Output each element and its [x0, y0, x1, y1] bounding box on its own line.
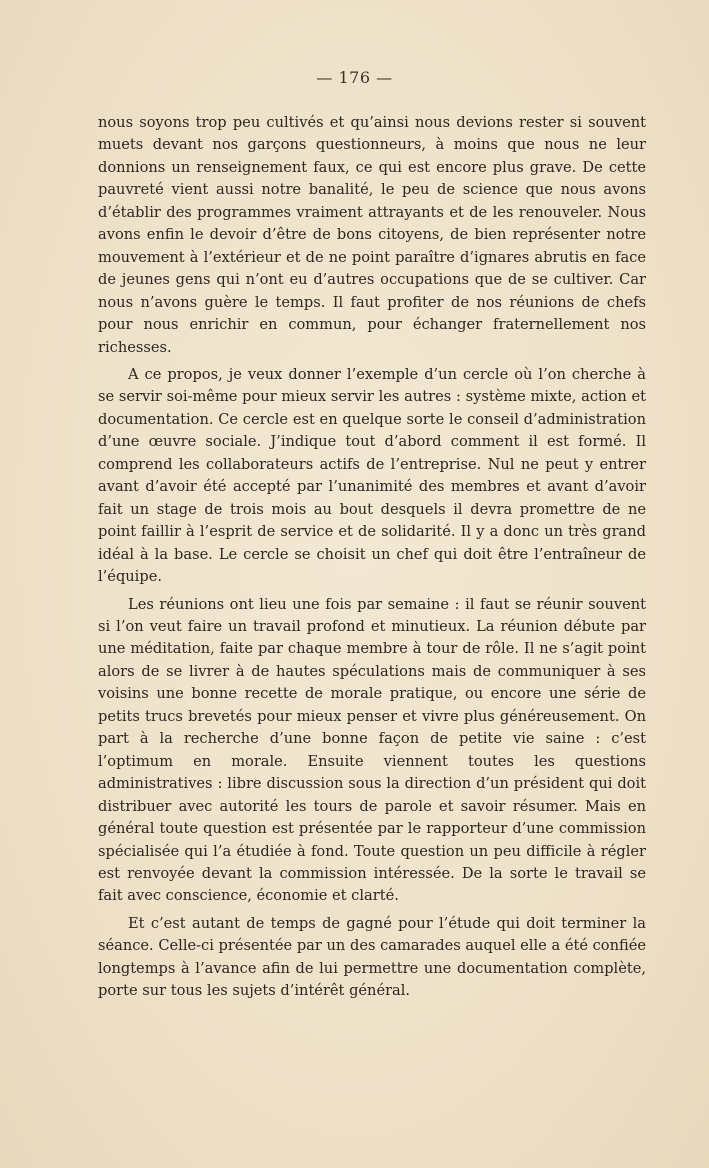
page-number: — 176 —: [316, 68, 393, 87]
paragraph-4: Et c’est autant de temps de gagné pour l’étude qui doit terminer la séance. Celle-ci présentée par un des camarades auquel elle a été confiée longtemps à l’avance afin de lui permettre une documentation complète, porte sur tous les sujets d’intérêt général.: [98, 914, 646, 1000]
paragraph-2: A ce propos, je veux donner l’exemple d’un cercle où l’on cherche à se servir soi-même pour mieux servir les autres : système mixte, action et documentation. Ce cercle est en quelque sorte le conseil d’administration d’une œuvre sociale. J’indique tout d’abord comment il est formé. Il comprend les collaborateurs actifs de l’entreprise. Nul ne peut y entrer avant d’avoir été accepté par l’unanimité des membres et avant d’avoir fait un stage de trois mois au bout desquels il devra promettre de ne point faillir à l’esprit de service et de solidarité. Il y a donc un très grand idéal à la base. Le cercle se choisit un chef qui doit être l’entraîneur de l’équipe.: [98, 365, 646, 586]
paragraph-1: nous soyons trop peu cultivés et qu’ainsi nous devions rester si souvent muets devant nos garçons questionneurs, à moins que nous ne leur donnions un renseignement faux, ce qui est encore plus grave. De cette pauvreté vient aussi notre banalité, le peu de science que nous avons d’établir des programmes vraiment attrayants et de les renouveler. Nous avons enfin le devoir d’être de bons citoyens, de bien représenter notre mouvement à l’extérieur et de ne point paraître d’ignares abrutis en face de jeunes gens qui n’ont eu d’autres occupations que de se cultiver. Car nous n’avons guère le temps. Il faut profiter de nos réunions de chefs pour nous enrichir en commun, pour échanger fraternellement nos richesses.: [98, 114, 646, 356]
body-text: [98, 112, 646, 1003]
paragraph-3: Les réunions ont lieu une fois par semaine : il faut se réunir souvent si l’on veut faire un travail profond et minutieux. La réunion débute par une méditation, faite par chaque membre à tour de rôle. Il ne s’agit point alors de se livrer à de hautes spéculations mais de communiquer à ses voisins une bonne recette de morale pratique, ou encore une série de petits trucs brevetés pour mieux penser et vivre plus généreusement. On part à la recherche d’une bonne façon de petite vie saine : c’est l’optimum en morale. Ensuite viennent toutes les questions administratives : libre discussion sous la direction d’un président qui doit distribuer avec autorité les tours de parole et savoir résumer. Mais en général toute question est présentée par le rapporteur d’une commission spécialisée qui l’a étudiée à fond. Toute question un peu difficile à régler est renvoyée devant la commission intéressée. De la sorte le travail se fait avec conscience, économie et clarté.: [98, 595, 646, 905]
